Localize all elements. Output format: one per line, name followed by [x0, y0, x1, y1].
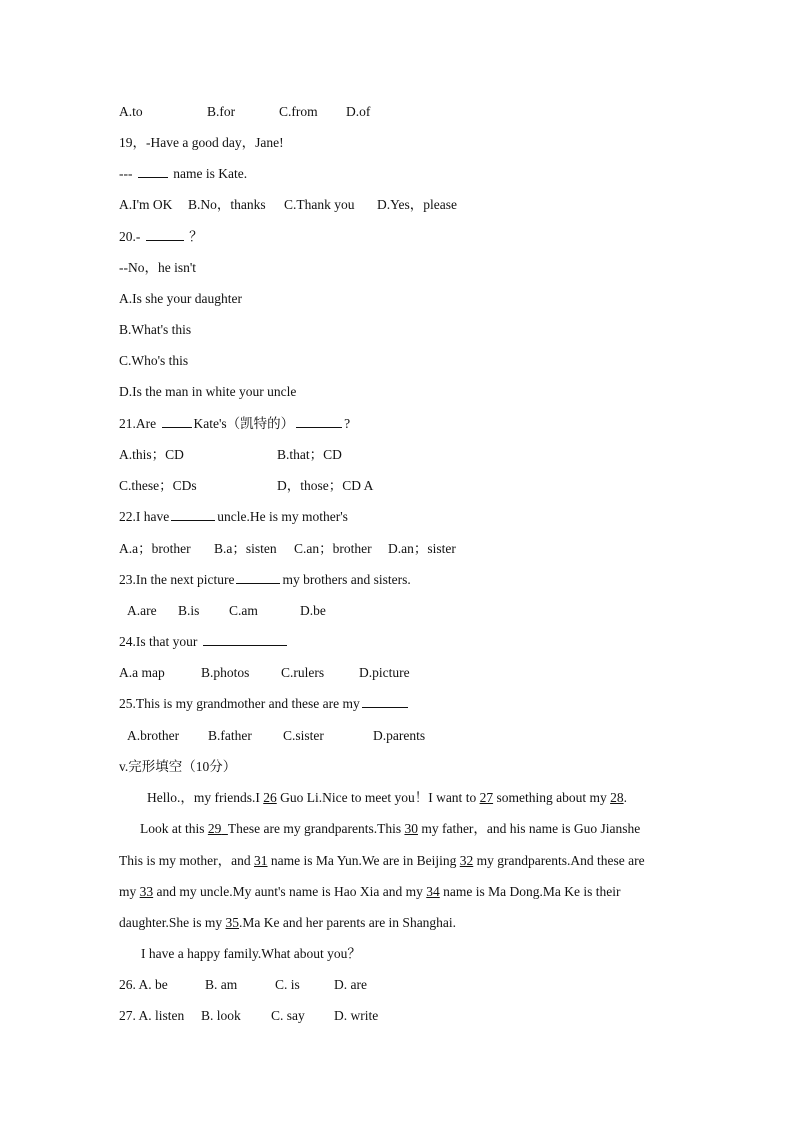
blank-number-26: 26: [263, 790, 277, 805]
q23-option-c: C.am: [229, 603, 258, 618]
q23-prompt-suffix: my brothers and sisters.: [282, 572, 411, 587]
q22-option-c: C.an；brother: [294, 541, 372, 556]
q26-option-b: B. am: [205, 977, 238, 992]
q27-option-a: 27. A. listen: [119, 1008, 185, 1023]
q25-option-a: A.brother: [127, 728, 180, 743]
q24-prompt-prefix: 24.Is that your: [119, 634, 201, 649]
q26-option-d: D. are: [334, 977, 367, 992]
q22-option-b: B.a；sisten: [214, 541, 277, 556]
q26-option-a: 26. A. be: [119, 977, 168, 992]
q22-prompt-suffix: uncle.He is my mother's: [217, 509, 348, 524]
q19-blank: [138, 165, 168, 178]
passage-text: These are my grandparents.This: [227, 821, 405, 836]
q27-option-d: D. write: [334, 1008, 379, 1023]
blank-number-30: 30: [404, 821, 418, 836]
q26-option-c: C. is: [275, 977, 300, 992]
blank-number-28: 28: [610, 790, 624, 805]
passage-text: and my uncle.My aunt's name is Hao Xia and my: [153, 884, 427, 899]
q19-option-c: C.Thank you: [284, 197, 355, 212]
passage-text: my: [119, 884, 140, 899]
passage-line-1: [147, 789, 627, 807]
passage-line-4: [119, 883, 620, 901]
q20-option-b: B.What's this: [119, 322, 192, 337]
passage-line-6: I have a happy family.What about you？: [141, 946, 361, 961]
section-heading: v.完形填空（10分）: [119, 759, 237, 774]
passage-text: name is Ma Yun.We are in Beijing: [267, 853, 460, 868]
q24-blank: [203, 633, 287, 646]
q19-option-d: D.Yes，please: [377, 197, 457, 212]
q18-option-b: B.for: [207, 104, 236, 119]
q24-option-d: D.picture: [359, 665, 410, 680]
q20-option-d: D.Is the man in white your uncle: [119, 384, 297, 399]
q23-option-a: A.are: [127, 603, 157, 618]
q20-option-c: C.Who's this: [119, 353, 189, 368]
q21-prompt: [119, 415, 350, 433]
q25-option-b: B.father: [208, 728, 252, 743]
passage-line-2: [140, 820, 640, 838]
q27-option-b: B. look: [201, 1008, 241, 1023]
q21-prompt-suffix: ?: [344, 416, 351, 431]
q20-prompt-prefix: 20.-: [119, 229, 144, 244]
q22-prompt-prefix: 22.I have: [119, 509, 170, 524]
blank-number-32: 32: [459, 853, 474, 868]
passage-text: Look at this: [140, 821, 208, 836]
q22-prompt: [119, 508, 348, 526]
passage-text: name is Ma Dong.Ma Ke is their: [439, 884, 621, 899]
passage-text: This is my mother，and: [119, 853, 254, 868]
q21-option-c: C.these；CDs: [119, 478, 197, 493]
q23-prompt: [119, 571, 411, 589]
q27-option-c: C. say: [271, 1008, 305, 1023]
q22-blank: [171, 508, 215, 521]
q23-option-b: B.is: [178, 603, 200, 618]
q21-option-a: A.this；CD: [119, 447, 184, 462]
q24-option-c: C.rulers: [281, 665, 325, 680]
blank-number-34: 34: [426, 884, 440, 899]
blank-number-29: 29: [207, 821, 222, 836]
q19-reply-suffix: name is Kate.: [169, 166, 248, 181]
passage-text: .Ma Ke and her parents are in Shanghai.: [239, 915, 457, 930]
q23-blank: [236, 571, 280, 584]
q21-prompt-prefix: 21.Are: [119, 416, 160, 431]
q24-prompt: [119, 633, 289, 651]
q19-option-a: A.I'm OK: [119, 197, 173, 212]
q24-option-a: A.a map: [119, 665, 165, 680]
q20-prompt: [119, 228, 203, 246]
q21-blank-1: [162, 415, 192, 428]
q25-blank: [362, 695, 408, 708]
passage-text: my father，and his name is Guo Jianshe: [417, 821, 641, 836]
q19-reply: [119, 165, 247, 183]
q18-option-d: D.of: [346, 104, 371, 119]
q19-prompt: 19，-Have a good day，Jane!: [119, 135, 284, 150]
passage-text: .: [623, 790, 627, 805]
q23-prompt-prefix: 23.In the next picture: [119, 572, 235, 587]
blank-number-31: 31: [254, 853, 268, 868]
passage-text: something about my: [493, 790, 611, 805]
q21-prompt-middle: Kate's（凯特的）: [193, 416, 295, 431]
q25-prompt-prefix: 25.This is my grandmother and these are my: [119, 696, 360, 711]
q23-option-d: D.be: [300, 603, 326, 618]
passage-line-3: [119, 852, 645, 870]
q21-option-b: B.that；CD: [277, 447, 342, 462]
q21-option-d: D，those；CD A: [277, 478, 374, 493]
passage-text: my grandparents.And these are: [473, 853, 645, 868]
q18-option-a: A.to: [119, 104, 143, 119]
q20-option-a: A.Is she your daughter: [119, 291, 242, 306]
passage-text: daughter.She is my: [119, 915, 226, 930]
passage-line-5: [119, 914, 456, 932]
q18-option-c: C.from: [279, 104, 318, 119]
passage-text: Guo Li.Nice to meet you！I want to: [276, 790, 480, 805]
blank-number-33: 33: [139, 884, 154, 899]
q25-option-c: C.sister: [283, 728, 324, 743]
blank-number-27: 27: [479, 790, 494, 805]
q21-blank-2: [296, 415, 342, 428]
q20-blank: [146, 228, 184, 241]
q20-reply: --No，he isn't: [119, 260, 197, 275]
q20-prompt-suffix: ？: [185, 229, 203, 244]
q25-option-d: D.parents: [373, 728, 426, 743]
q19-option-b: B.No，thanks: [188, 197, 266, 212]
q25-prompt: [119, 695, 410, 713]
q19-reply-prefix: ---: [119, 166, 136, 181]
q22-option-a: A.a；brother: [119, 541, 191, 556]
passage-text: Hello.，my friends.I: [147, 790, 264, 805]
q24-option-b: B.photos: [201, 665, 250, 680]
blank-number-35: 35: [225, 915, 239, 930]
q22-option-d: D.an；sister: [388, 541, 456, 556]
